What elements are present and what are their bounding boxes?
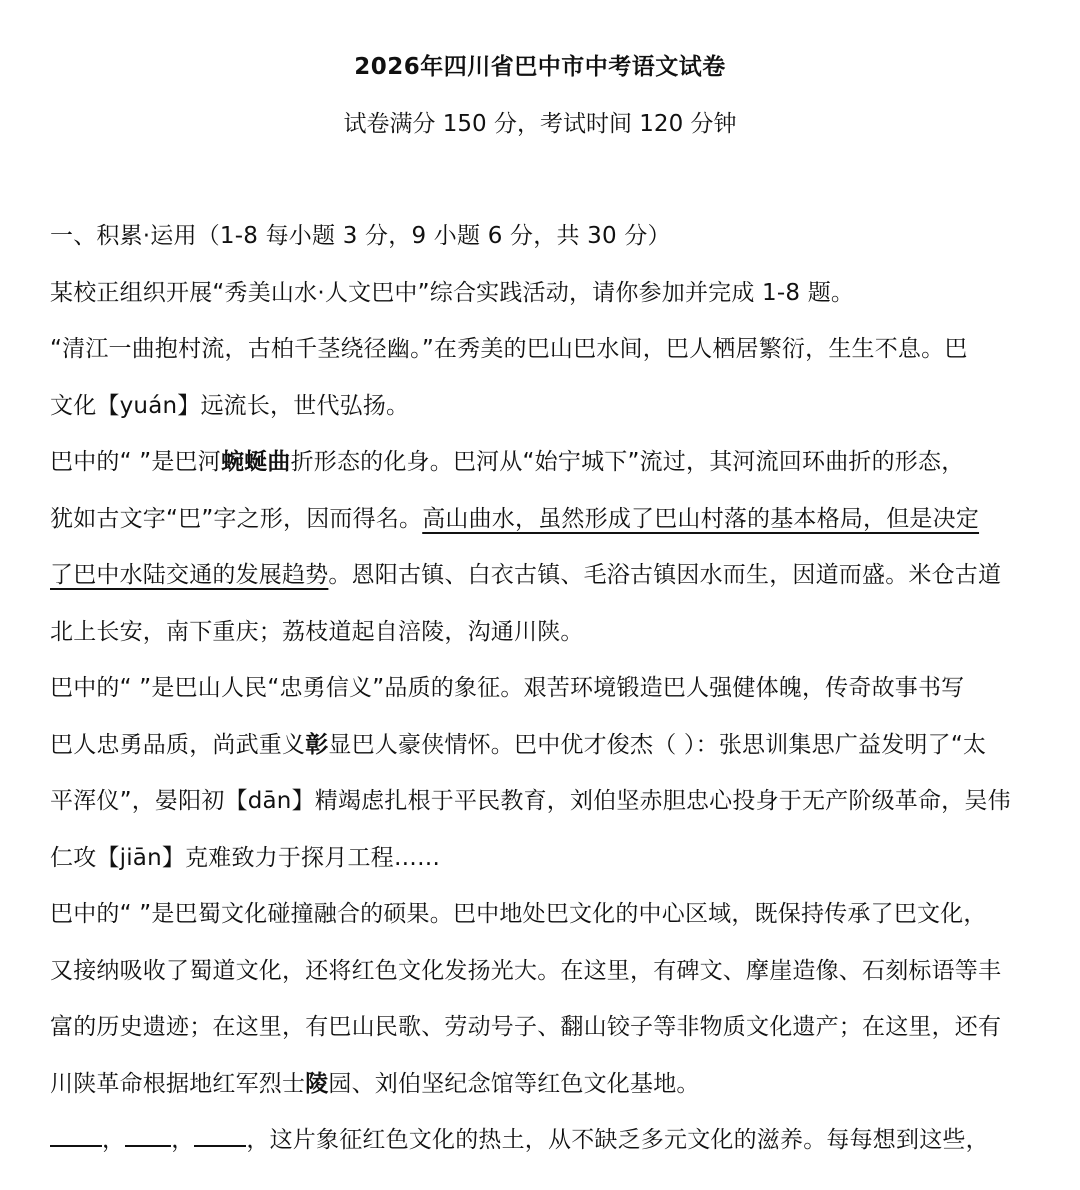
bold-char: 曲	[267, 449, 291, 475]
text-segment: 犹如古文字“巴”字之形，因而得名。	[50, 505, 423, 532]
text-segment: 川陕革命根据地红军烈士	[50, 1070, 306, 1097]
text-segment: 折形态的化身。巴河从“始宁城下”流过，其河流回环曲折的形态，	[290, 449, 965, 475]
passage-line: 平浑仪”，晏阳初【dān】精竭虑扎根于平民教育，刘伯坚赤胆忠心投身于无产阶级革命，吴伟	[50, 788, 1011, 814]
passage-line: “清江一曲抱村流，古柏千茎绕径幽。”在秀美的巴山巴水间，巴人栖居繁衍，生生不息。巴	[50, 336, 968, 362]
fill-in-blank	[50, 1123, 102, 1147]
section-intro: 某校正组织开展“秀美山水·人文巴中”综合实践活动，请你参加并完成 1-8 题。	[50, 279, 855, 306]
passage-line	[50, 499, 1040, 556]
passage-line	[50, 725, 1040, 782]
underlined-sentence: 高山曲水，虽然形成了巴山村落的基本格局，但是决定	[422, 505, 980, 532]
text-segment: 。恩阳古镇、白衣古镇、毛浴古镇因水而生，因道而盛。米仓古道	[328, 562, 1002, 588]
paper-subtitle: 试卷满分 150 分，考试时间 120 分钟	[343, 111, 737, 137]
text-segment: 显巴人豪侠情怀。巴中优才俊杰（ ）：张思训集思广益发明了“太	[328, 731, 987, 758]
text-segment: 巴中的“ ”是巴河	[50, 449, 221, 475]
passage-line	[50, 442, 1040, 499]
paper-title: 2026年四川省巴中市中考语文试卷	[354, 54, 726, 80]
text-segment: ，	[102, 1127, 126, 1153]
passage-line: 仁攻【jiān】克难致力于探月工程……	[50, 844, 441, 871]
passage-line: 又接纳吸收了蜀道文化，还将红色文化发扬光大。在这里，有碑文、摩崖造像、石刻标语等丰	[50, 957, 1002, 984]
passage-line: 文化【yuán】远流长，世代弘扬。	[50, 392, 410, 419]
bold-char: 蜿	[220, 449, 245, 475]
passage-line: 巴中的“ ”是巴蜀文化碰撞融合的硕果。巴中地处巴文化的中心区域，既保持传承了巴文化，	[50, 901, 987, 927]
paper-body	[50, 216, 1040, 1177]
passage-line: 北上长安，南下重庆；荔枝道起自涪陵，沟通川陕。	[50, 618, 584, 645]
text-segment: 巴人忠勇品质，尚武重义	[50, 731, 306, 758]
text-segment: 蜒	[244, 449, 268, 475]
fill-in-blank	[125, 1123, 171, 1147]
fill-in-blank	[194, 1123, 246, 1147]
passage-line: 巴中的“ ”是巴山人民“忠勇信义”品质的象征。艰苦环境锻造巴人强健体魄，传奇故事书写	[50, 675, 965, 701]
text-segment: 园、刘伯坚纪念馆等红色文化基地。	[328, 1070, 700, 1097]
passage-line	[50, 555, 1040, 612]
bold-char: 彰	[305, 731, 329, 758]
passage-line	[50, 1064, 1040, 1121]
passage-line	[50, 1120, 1040, 1177]
section-heading: 一、积累·运用（1-8 每小题 3 分，9 小题 6 分，共 30 分）	[50, 223, 671, 249]
text-segment: ，	[171, 1127, 195, 1153]
passage-line: 富的历史遗迹；在这里，有巴山民歌、劳动号子、翻山铰子等非物质文化遗产；在这里，还有	[50, 1014, 1002, 1040]
text-segment: ，这片象征红色文化的热土，从不缺乏多元文化的滋养。每每想到这些，	[246, 1127, 989, 1153]
underlined-sentence: 了巴中水陆交通的发展趋势	[50, 562, 329, 588]
bold-char: 陵	[305, 1070, 329, 1097]
